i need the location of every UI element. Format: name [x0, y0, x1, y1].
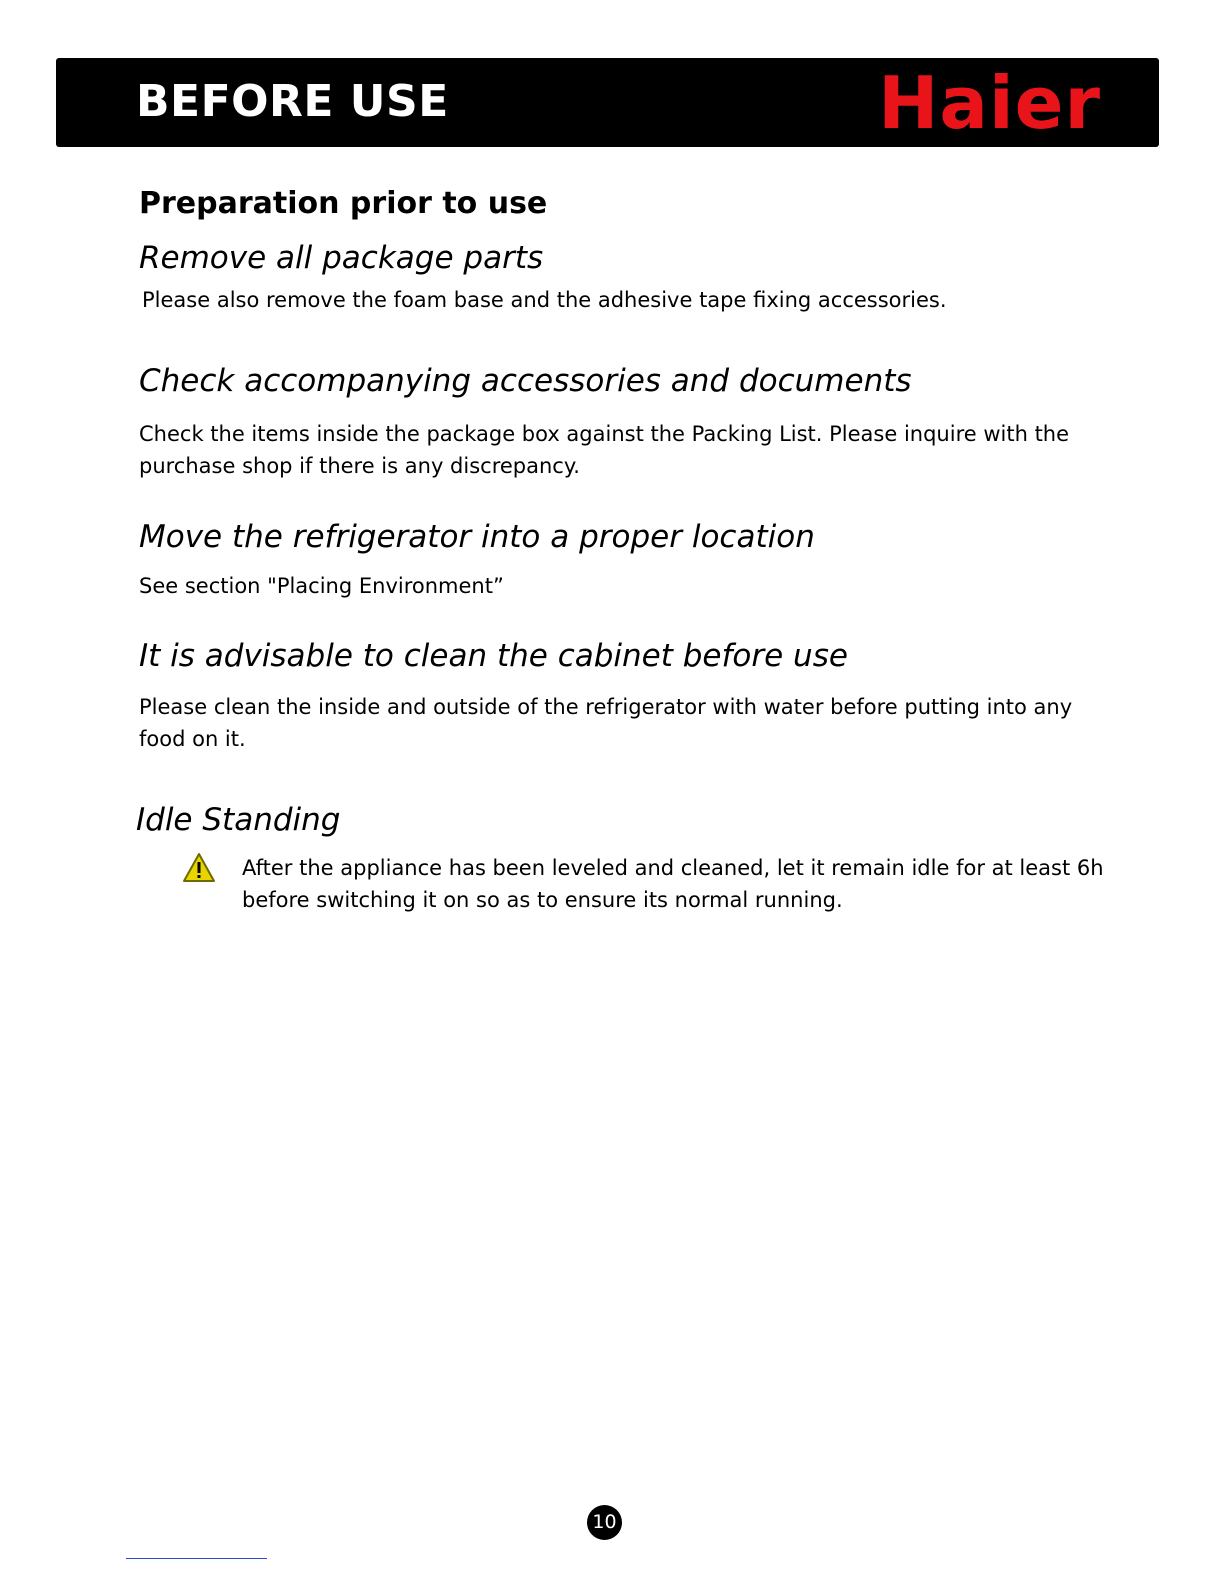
brand-logo: Haier [878, 61, 1101, 145]
item-heading: Idle Standing [136, 802, 341, 838]
footer-rule [126, 1558, 267, 1559]
section-header [139, 182, 1129, 236]
item-remove-package [139, 238, 1129, 316]
item-clean-cabinet [139, 636, 1129, 755]
item-text: See section "Placing Environment” [139, 574, 504, 598]
item-heading: It is advisable to clean the cabinet before use [139, 638, 848, 674]
warning-icon [182, 852, 216, 884]
item-heading: Move the refrigerator into a proper location [139, 519, 815, 555]
page-title: BEFORE USE [136, 76, 449, 127]
item-heading: Check accompanying accessories and documents [139, 363, 912, 399]
item-idle-standing [136, 800, 1126, 840]
item-text: Check the items inside the package box against the Packing List. Please inquire with the purchase shop if there is any discrepancy. [139, 422, 1070, 478]
section-title: Preparation prior to use [139, 186, 548, 221]
page-number: 10 [587, 1505, 622, 1540]
header-bar [56, 58, 1159, 147]
item-check-accessories [139, 361, 1129, 482]
item-text: After the appliance has been leveled and cleaned, let it remain idle for at least 6h before switching it on so as to ensure its normal running. [242, 856, 1104, 912]
item-move-refrigerator [139, 517, 1129, 602]
item-text: Please also remove the foam base and the adhesive tape fixing accessories. [142, 288, 947, 312]
item-heading: Remove all package parts [139, 240, 544, 276]
item-text: Please clean the inside and outside of the refrigerator with water before putting into any food on it. [139, 695, 1073, 751]
idle-standing-note [182, 852, 1142, 916]
